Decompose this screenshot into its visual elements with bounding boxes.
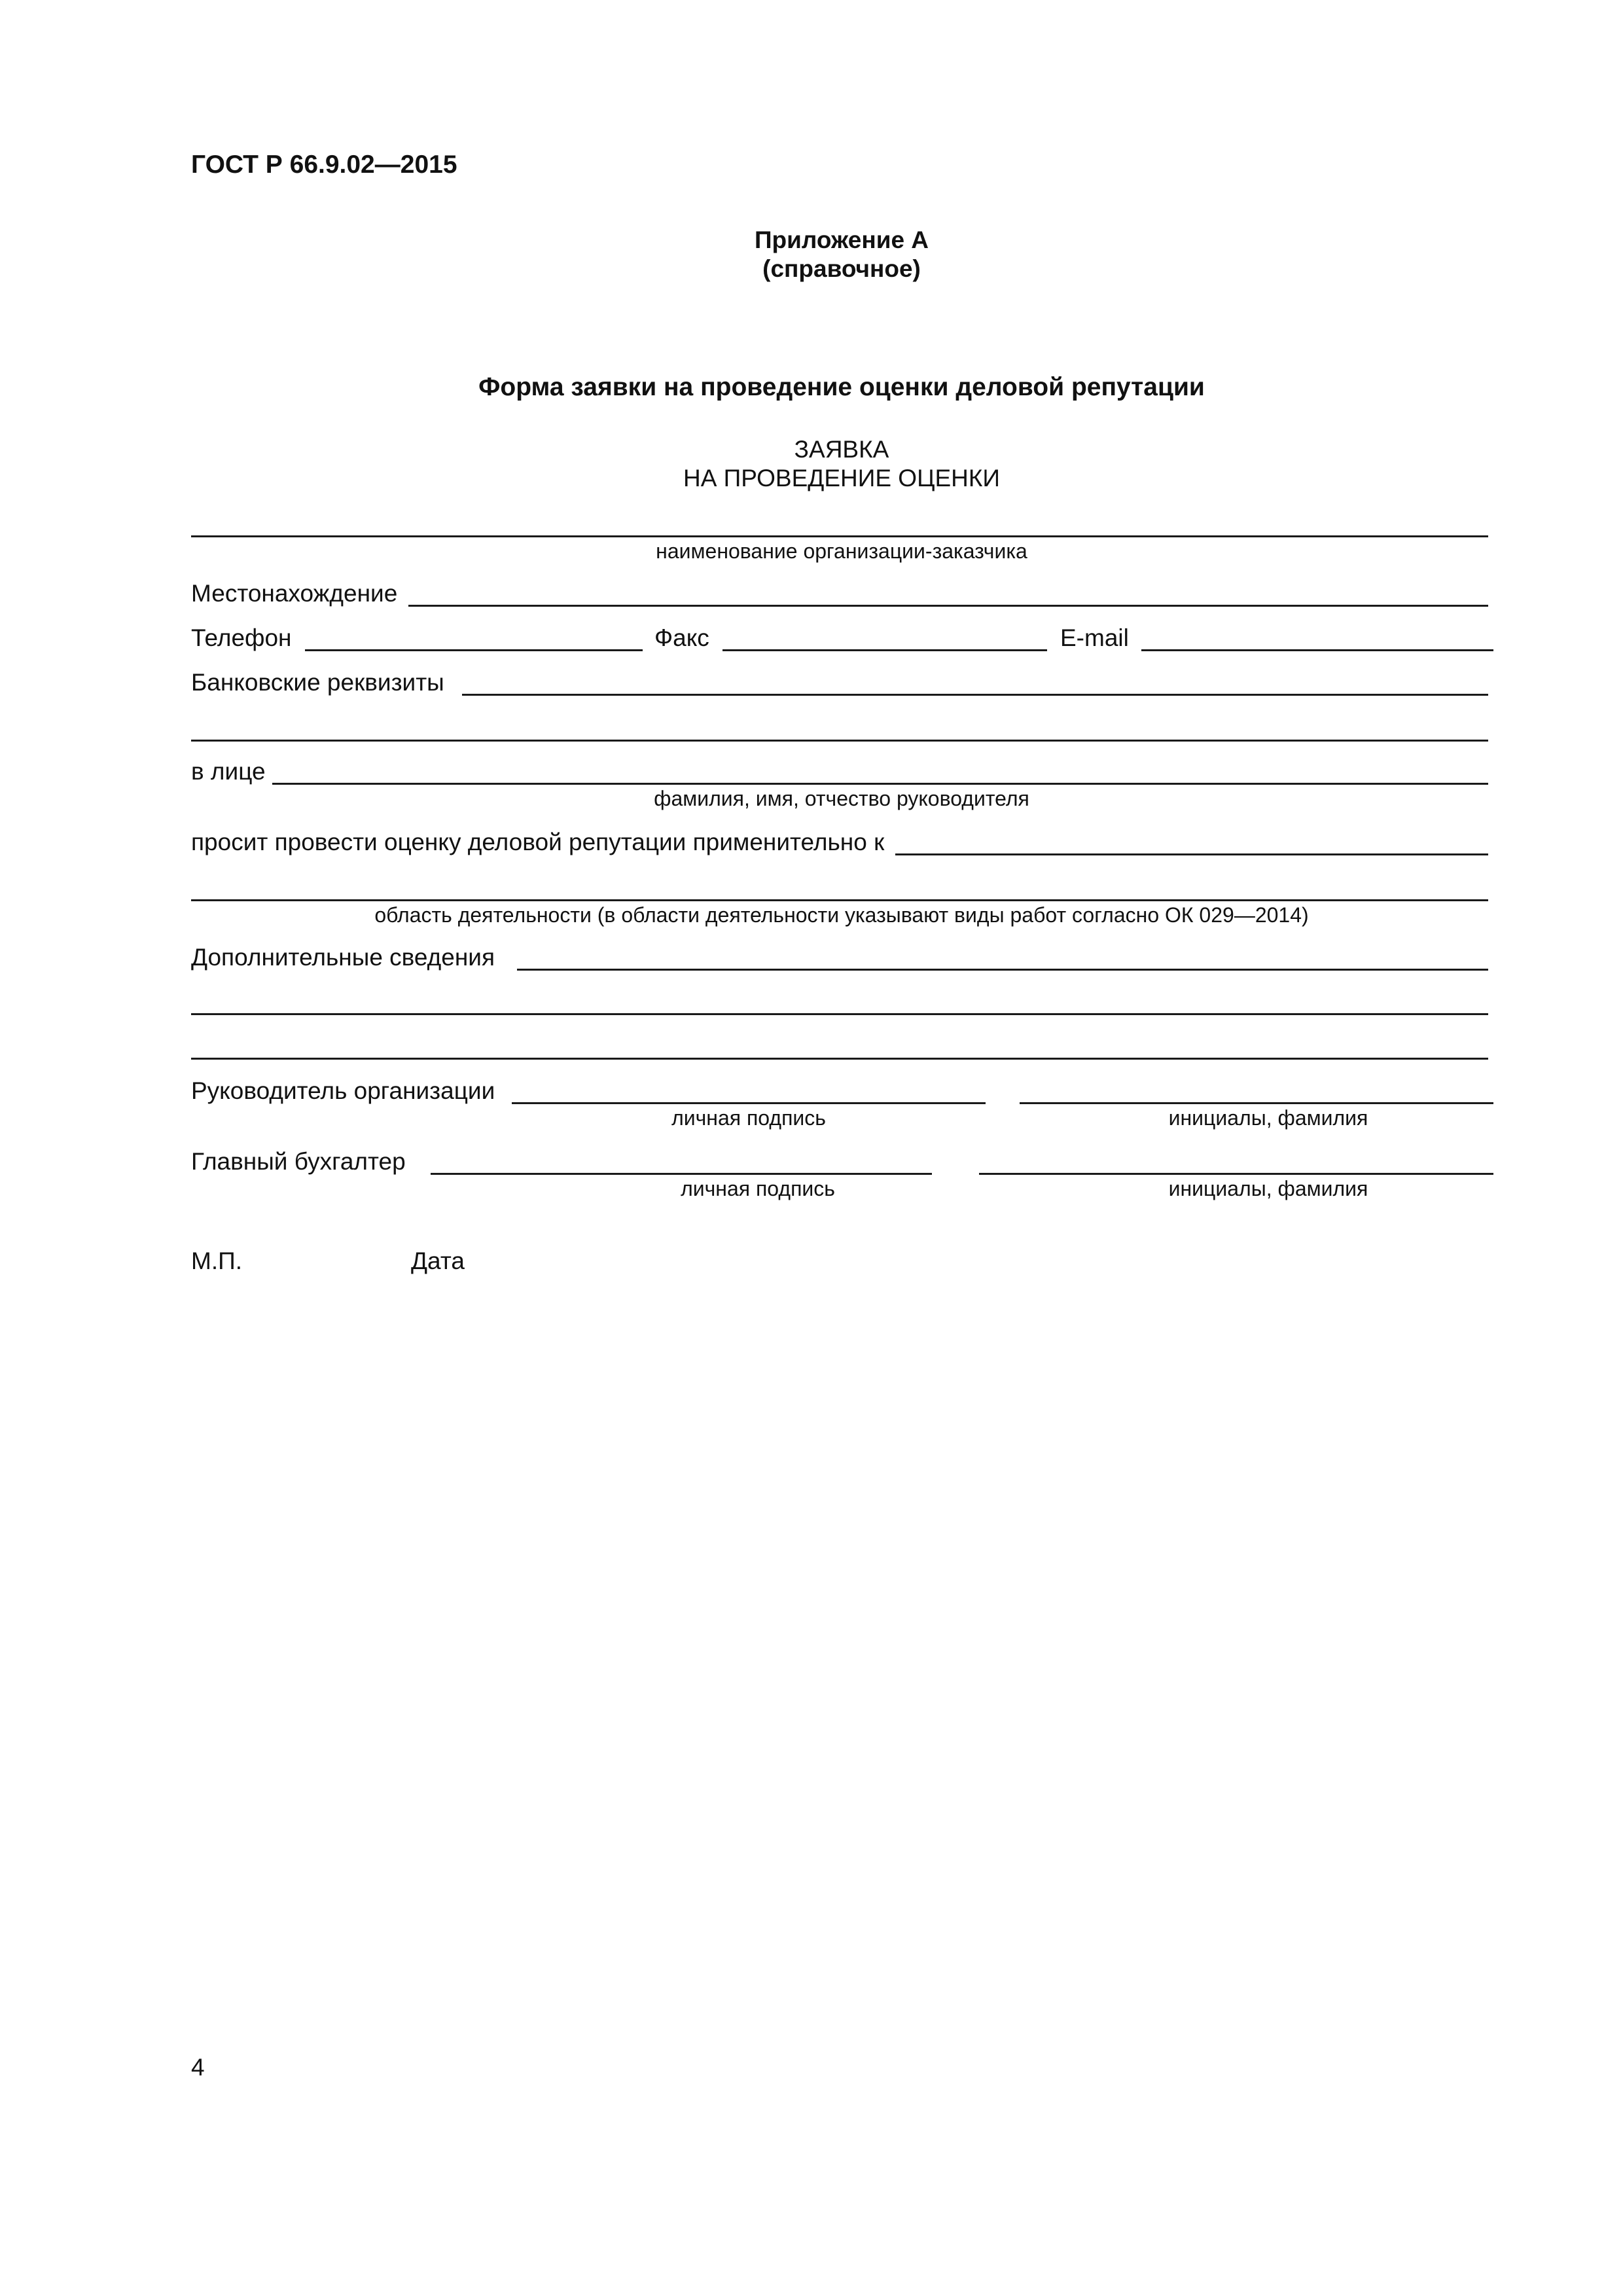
activity-caption: область деятельности (в области деятельности указывают виды работ согласно ОК 029—2014) — [374, 903, 1309, 927]
fax-label: Факс — [654, 624, 709, 651]
director-name-caption: инициалы, фамилия — [1168, 1106, 1368, 1130]
bank-field[interactable] — [462, 694, 1488, 696]
accountant-name-field[interactable] — [979, 1173, 1493, 1175]
form-title-line1: ЗАЯВКА — [794, 436, 889, 463]
additional-field-line3[interactable] — [191, 1058, 1488, 1060]
page-number: 4 — [191, 2054, 205, 2081]
director-label: Руководитель организации — [191, 1077, 495, 1104]
org-name-caption: наименование организации-заказчика — [656, 539, 1027, 563]
phone-field[interactable] — [305, 649, 643, 651]
accountant-name-caption: инициалы, фамилия — [1168, 1177, 1368, 1200]
accountant-signature-caption: личная подпись — [681, 1177, 835, 1200]
form-heading: Форма заявки на проведение оценки деловой репутации — [478, 373, 1205, 401]
accountant-signature-field[interactable] — [431, 1173, 932, 1175]
bank-field-line2[interactable] — [191, 740, 1488, 742]
email-field[interactable] — [1141, 649, 1493, 651]
accountant-label: Главный бухгалтер — [191, 1148, 406, 1175]
location-field[interactable] — [408, 605, 1488, 607]
standard-code: ГОСТ Р 66.9.02—2015 — [191, 151, 457, 179]
additional-label: Дополнительные сведения — [191, 944, 495, 971]
additional-field[interactable] — [517, 969, 1488, 971]
director-name-field[interactable] — [1020, 1102, 1493, 1104]
location-label: Местонахождение — [191, 580, 398, 607]
appendix-title: Приложение А — [754, 226, 929, 253]
org-name-field[interactable] — [191, 535, 1488, 537]
director-signature-caption: личная подпись — [671, 1106, 826, 1130]
person-caption: фамилия, имя, отчество руководителя — [654, 787, 1029, 810]
fax-field[interactable] — [722, 649, 1047, 651]
request-label: просит провести оценку деловой репутации применительно к — [191, 829, 885, 855]
appendix-type: (справочное) — [762, 255, 921, 282]
stamp-label: М.П. — [191, 1247, 242, 1274]
bank-label: Банковские реквизиты — [191, 669, 444, 696]
request-field[interactable] — [895, 853, 1488, 855]
director-signature-field[interactable] — [512, 1102, 986, 1104]
form-title-line2: НА ПРОВЕДЕНИЕ ОЦЕНКИ — [683, 465, 1000, 492]
additional-field-line2[interactable] — [191, 1013, 1488, 1015]
activity-field[interactable] — [191, 899, 1488, 901]
person-label: в лице — [191, 758, 266, 785]
date-label: Дата — [411, 1247, 465, 1274]
phone-label: Телефон — [191, 624, 292, 651]
person-field[interactable] — [272, 783, 1488, 785]
email-label: E-mail — [1060, 624, 1129, 651]
